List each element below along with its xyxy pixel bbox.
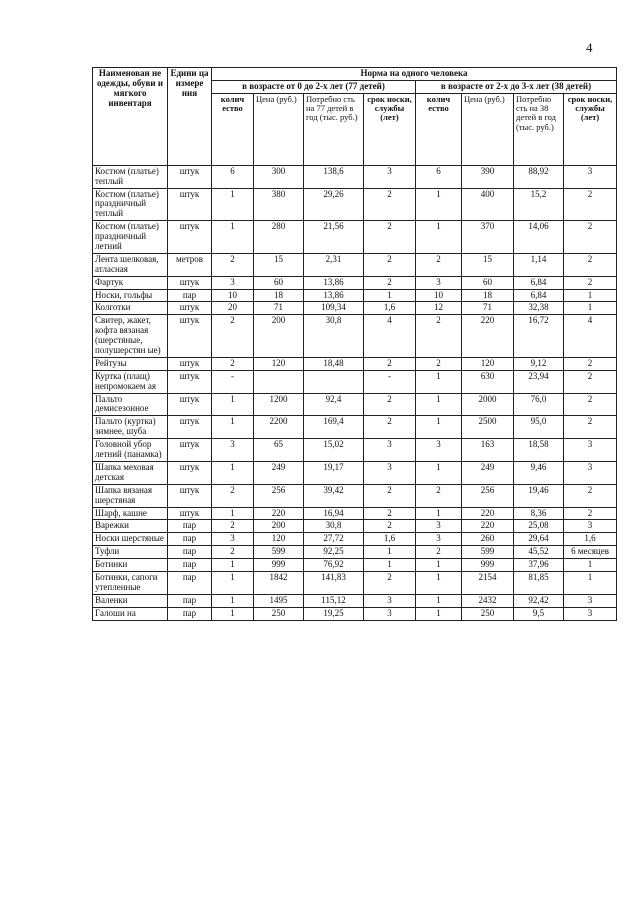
cell-term-2-3: 2: [564, 188, 617, 221]
table-row: [93, 393, 617, 416]
cell-price-0-2: 71: [254, 302, 304, 315]
cell-price-2-3: 163: [462, 439, 514, 462]
cell-unit: штук: [168, 315, 212, 358]
cell-qty-0-2: 2: [212, 546, 254, 559]
cell-unit: штук: [168, 461, 212, 484]
cell-need-0-2: 76,92: [304, 559, 364, 572]
cell-term-2-3: 2: [564, 370, 617, 393]
cell-term-0-2: -: [364, 370, 416, 393]
cell-unit: штук: [168, 370, 212, 393]
cell-qty-0-2: 20: [212, 302, 254, 315]
cell-price-0-2: 200: [254, 520, 304, 533]
cell-term-0-2: 2: [364, 188, 416, 221]
cell-unit: штук: [168, 484, 212, 507]
table-row: [93, 461, 617, 484]
cell-qty-2-3: 1: [416, 393, 462, 416]
cell-price-2-3: 260: [462, 533, 514, 546]
cell-unit: штук: [168, 276, 212, 289]
header-price-2: Цена (руб.): [462, 93, 514, 165]
cell-price-0-2: 60: [254, 276, 304, 289]
cell-need-2-3: 16,72: [514, 315, 564, 358]
cell-need-0-2: 19,25: [304, 607, 364, 620]
cell-term-0-2: 3: [364, 461, 416, 484]
cell-price-0-2: 1842: [254, 571, 304, 594]
cell-term-2-3: 4: [564, 315, 617, 358]
cell-qty-2-3: 1: [416, 416, 462, 439]
cell-need-0-2: 18,48: [304, 357, 364, 370]
cell-price-2-3: 400: [462, 188, 514, 221]
cell-qty-2-3: 1: [416, 507, 462, 520]
cell-unit: штук: [168, 165, 212, 188]
cell-qty-0-2: 2: [212, 253, 254, 276]
cell-item-name: Головной убор летний (панамка): [93, 439, 168, 462]
table-row: [93, 357, 617, 370]
header-group-0-2: в возрасте от 0 до 2-х лет (77 детей): [212, 80, 416, 93]
table-row: [93, 520, 617, 533]
page-number: 4: [586, 40, 593, 55]
cell-need-2-3: 18,58: [514, 439, 564, 462]
cell-qty-0-2: 3: [212, 276, 254, 289]
cell-price-0-2: 599: [254, 546, 304, 559]
cell-item-name: Носки, гольфы: [93, 289, 168, 302]
cell-term-2-3: 2: [564, 357, 617, 370]
cell-item-name: Рейтузы: [93, 357, 168, 370]
cell-item-name: Колготки: [93, 302, 168, 315]
cell-need-2-3: 23,94: [514, 370, 564, 393]
cell-price-0-2: 380: [254, 188, 304, 221]
cell-term-0-2: 3: [364, 165, 416, 188]
cell-need-2-3: 45,52: [514, 546, 564, 559]
cell-term-2-3: 3: [564, 594, 617, 607]
table-row: [93, 165, 617, 188]
table-row: [93, 507, 617, 520]
table-row: [93, 289, 617, 302]
table-row: [93, 315, 617, 358]
cell-term-0-2: 2: [364, 484, 416, 507]
cell-item-name: Лента шелковая, атласная: [93, 253, 168, 276]
cell-term-2-3: 3: [564, 520, 617, 533]
header-term-2: срок носки, службы (лет): [564, 93, 617, 165]
cell-unit: штук: [168, 188, 212, 221]
cell-unit: штук: [168, 393, 212, 416]
cell-item-name: Пальто (куртка) зимнее, шуба: [93, 416, 168, 439]
cell-item-name: Пальто демисезонное: [93, 393, 168, 416]
cell-unit: метров: [168, 253, 212, 276]
cell-qty-0-2: 1: [212, 188, 254, 221]
table-row: [93, 607, 617, 620]
cell-unit: штук: [168, 357, 212, 370]
cell-item-name: Куртка (плащ) непромокаем ая: [93, 370, 168, 393]
cell-term-0-2: 4: [364, 315, 416, 358]
header-item-name: Наименован не одежды, обуви и мягкого инвентаря: [93, 68, 168, 166]
cell-need-0-2: 29,26: [304, 188, 364, 221]
table-row: [93, 571, 617, 594]
cell-need-2-3: 29,64: [514, 533, 564, 546]
cell-qty-0-2: 1: [212, 393, 254, 416]
cell-qty-2-3: 2: [416, 253, 462, 276]
cell-term-2-3: 2: [564, 507, 617, 520]
cell-qty-0-2: 2: [212, 520, 254, 533]
cell-need-0-2: 13,86: [304, 289, 364, 302]
cell-need-2-3: 32,38: [514, 302, 564, 315]
cell-price-0-2: 120: [254, 357, 304, 370]
cell-price-2-3: 71: [462, 302, 514, 315]
cell-need-0-2: 27,72: [304, 533, 364, 546]
table-row: [93, 484, 617, 507]
cell-need-2-3: 19,46: [514, 484, 564, 507]
cell-term-0-2: 2: [364, 393, 416, 416]
cell-qty-2-3: 2: [416, 315, 462, 358]
cell-need-0-2: 92,4: [304, 393, 364, 416]
cell-item-name: Фартук: [93, 276, 168, 289]
cell-need-2-3: 9,46: [514, 461, 564, 484]
cell-need-0-2: 169,4: [304, 416, 364, 439]
cell-price-0-2: 220: [254, 507, 304, 520]
cell-term-0-2: 2: [364, 571, 416, 594]
cell-unit: пар: [168, 594, 212, 607]
cell-term-0-2: 1: [364, 546, 416, 559]
table-row: [93, 276, 617, 289]
cell-term-0-2: 2: [364, 357, 416, 370]
header-price-1: Цена (руб.): [254, 93, 304, 165]
cell-term-2-3: 1,6: [564, 533, 617, 546]
table-row: [93, 302, 617, 315]
cell-price-2-3: 2432: [462, 594, 514, 607]
cell-term-0-2: 1: [364, 289, 416, 302]
cell-need-0-2: 30,8: [304, 520, 364, 533]
header-norm: Норма на одного человека: [212, 68, 617, 81]
cell-item-name: Шапка меховая детская: [93, 461, 168, 484]
cell-price-0-2: 18: [254, 289, 304, 302]
cell-price-2-3: 15: [462, 253, 514, 276]
cell-term-2-3: 2: [564, 416, 617, 439]
cell-unit: штук: [168, 416, 212, 439]
table-row: [93, 559, 617, 572]
cell-price-2-3: 220: [462, 315, 514, 358]
cell-term-2-3: 3: [564, 607, 617, 620]
table-row: [93, 439, 617, 462]
cell-need-0-2: 92,25: [304, 546, 364, 559]
table-row: [93, 546, 617, 559]
cell-need-0-2: [304, 370, 364, 393]
cell-qty-2-3: 1: [416, 559, 462, 572]
cell-price-2-3: 220: [462, 507, 514, 520]
cell-unit: штук: [168, 302, 212, 315]
cell-qty-2-3: 1: [416, 594, 462, 607]
cell-need-2-3: 88,92: [514, 165, 564, 188]
cell-price-2-3: 370: [462, 221, 514, 254]
header-term-1: срок носки, службы (лет): [364, 93, 416, 165]
cell-item-name: Носки шерстяные: [93, 533, 168, 546]
cell-price-2-3: 18: [462, 289, 514, 302]
cell-price-0-2: 120: [254, 533, 304, 546]
cell-item-name: Туфли: [93, 546, 168, 559]
cell-term-2-3: 1: [564, 289, 617, 302]
cell-need-0-2: 115,12: [304, 594, 364, 607]
cell-item-name: Варежки: [93, 520, 168, 533]
cell-qty-0-2: 6: [212, 165, 254, 188]
cell-qty-0-2: 2: [212, 315, 254, 358]
cell-price-0-2: [254, 370, 304, 393]
cell-need-2-3: 15,2: [514, 188, 564, 221]
table-row: [93, 253, 617, 276]
cell-term-0-2: 1,6: [364, 533, 416, 546]
cell-term-0-2: 1,6: [364, 302, 416, 315]
cell-price-2-3: 220: [462, 520, 514, 533]
cell-qty-0-2: 2: [212, 484, 254, 507]
cell-qty-2-3: 10: [416, 289, 462, 302]
table-row: [93, 221, 617, 254]
cell-qty-2-3: 1: [416, 571, 462, 594]
cell-item-name: Свитер, жакет, кофта вязаная (шерстяные, полушерстян ые): [93, 315, 168, 358]
table-header: [93, 68, 617, 166]
cell-term-0-2: 2: [364, 520, 416, 533]
cell-price-0-2: 249: [254, 461, 304, 484]
cell-price-0-2: 200: [254, 315, 304, 358]
cell-need-0-2: 109,34: [304, 302, 364, 315]
cell-unit: пар: [168, 520, 212, 533]
cell-term-0-2: 2: [364, 416, 416, 439]
cell-item-name: Шапка вязаная шерстяная: [93, 484, 168, 507]
cell-need-2-3: 1,14: [514, 253, 564, 276]
cell-qty-2-3: 1: [416, 370, 462, 393]
cell-unit: пар: [168, 607, 212, 620]
cell-need-0-2: 15,02: [304, 439, 364, 462]
cell-unit: пар: [168, 546, 212, 559]
header-qty-2: колич ество: [416, 93, 462, 165]
cell-qty-0-2: 1: [212, 571, 254, 594]
cell-qty-0-2: 1: [212, 607, 254, 620]
cell-term-0-2: 3: [364, 607, 416, 620]
cell-price-0-2: 250: [254, 607, 304, 620]
cell-qty-2-3: 2: [416, 484, 462, 507]
header-need-1: Потребно сть на 77 детей в год (тыс. руб.): [304, 93, 364, 165]
cell-need-2-3: 81,85: [514, 571, 564, 594]
cell-qty-2-3: 3: [416, 439, 462, 462]
clothing-norms-table: [92, 67, 617, 621]
cell-qty-2-3: 1: [416, 461, 462, 484]
cell-term-2-3: 2: [564, 276, 617, 289]
cell-need-0-2: 16,94: [304, 507, 364, 520]
cell-item-name: Валенки: [93, 594, 168, 607]
cell-need-0-2: 19,17: [304, 461, 364, 484]
cell-item-name: Костюм (платье) праздничный теплый: [93, 188, 168, 221]
cell-item-name: Шарф, кашне: [93, 507, 168, 520]
cell-item-name: Ботинки, сапоги утепленные: [93, 571, 168, 594]
cell-price-0-2: 15: [254, 253, 304, 276]
cell-qty-2-3: 1: [416, 607, 462, 620]
cell-price-2-3: 2000: [462, 393, 514, 416]
cell-price-2-3: 256: [462, 484, 514, 507]
cell-qty-2-3: 1: [416, 221, 462, 254]
cell-qty-2-3: 2: [416, 357, 462, 370]
cell-price-2-3: 630: [462, 370, 514, 393]
cell-need-0-2: 30,8: [304, 315, 364, 358]
cell-unit: пар: [168, 289, 212, 302]
cell-qty-2-3: 3: [416, 533, 462, 546]
cell-price-0-2: 1495: [254, 594, 304, 607]
table-body: [93, 165, 617, 620]
table-row: [93, 594, 617, 607]
table-row: [93, 188, 617, 221]
table-row: [93, 370, 617, 393]
cell-term-0-2: 3: [364, 594, 416, 607]
cell-qty-0-2: 2: [212, 357, 254, 370]
table-row: [93, 416, 617, 439]
cell-item-name: Костюм (платье) теплый: [93, 165, 168, 188]
cell-need-0-2: 138,6: [304, 165, 364, 188]
cell-term-2-3: 1: [564, 571, 617, 594]
cell-need-2-3: 76,0: [514, 393, 564, 416]
cell-qty-0-2: 10: [212, 289, 254, 302]
cell-term-2-3: 2: [564, 484, 617, 507]
cell-qty-0-2: -: [212, 370, 254, 393]
cell-price-2-3: 60: [462, 276, 514, 289]
cell-term-2-3: 3: [564, 165, 617, 188]
cell-need-2-3: 9,12: [514, 357, 564, 370]
cell-qty-0-2: 1: [212, 559, 254, 572]
cell-term-2-3: 1: [564, 559, 617, 572]
cell-qty-2-3: 1: [416, 188, 462, 221]
cell-price-0-2: 1200: [254, 393, 304, 416]
cell-price-0-2: 300: [254, 165, 304, 188]
cell-price-2-3: 249: [462, 461, 514, 484]
cell-unit: штук: [168, 439, 212, 462]
cell-price-2-3: 2154: [462, 571, 514, 594]
header-unit: Едини ца измере ния: [168, 68, 212, 166]
cell-need-0-2: 39,42: [304, 484, 364, 507]
cell-unit: пар: [168, 571, 212, 594]
cell-qty-2-3: 12: [416, 302, 462, 315]
cell-term-2-3: 2: [564, 221, 617, 254]
cell-price-2-3: 599: [462, 546, 514, 559]
cell-price-2-3: 120: [462, 357, 514, 370]
cell-qty-2-3: 2: [416, 546, 462, 559]
cell-qty-0-2: 3: [212, 439, 254, 462]
cell-term-2-3: 3: [564, 461, 617, 484]
cell-term-2-3: 2: [564, 253, 617, 276]
cell-item-name: Ботинки: [93, 559, 168, 572]
cell-term-2-3: 6 месяцев: [564, 546, 617, 559]
cell-term-0-2: 1: [364, 559, 416, 572]
cell-need-2-3: 92,42: [514, 594, 564, 607]
cell-price-0-2: 2200: [254, 416, 304, 439]
cell-need-0-2: 13,86: [304, 276, 364, 289]
cell-qty-0-2: 1: [212, 507, 254, 520]
table-row: [93, 533, 617, 546]
cell-term-0-2: 3: [364, 439, 416, 462]
cell-need-2-3: 14,06: [514, 221, 564, 254]
cell-qty-2-3: 3: [416, 276, 462, 289]
cell-need-2-3: 25,08: [514, 520, 564, 533]
cell-price-0-2: 256: [254, 484, 304, 507]
cell-need-2-3: 6,84: [514, 289, 564, 302]
cell-unit: штук: [168, 507, 212, 520]
cell-item-name: Галоши на: [93, 607, 168, 620]
cell-need-0-2: 2,31: [304, 253, 364, 276]
cell-term-0-2: 2: [364, 507, 416, 520]
cell-need-0-2: 21,56: [304, 221, 364, 254]
cell-qty-0-2: 1: [212, 221, 254, 254]
cell-price-2-3: 999: [462, 559, 514, 572]
cell-term-0-2: 2: [364, 276, 416, 289]
cell-need-2-3: 6,84: [514, 276, 564, 289]
cell-need-2-3: 9,5: [514, 607, 564, 620]
cell-qty-2-3: 3: [416, 520, 462, 533]
cell-price-0-2: 999: [254, 559, 304, 572]
cell-qty-0-2: 1: [212, 594, 254, 607]
cell-term-2-3: 3: [564, 439, 617, 462]
cell-unit: пар: [168, 533, 212, 546]
cell-qty-2-3: 6: [416, 165, 462, 188]
header-need-2: Потребно сть на 38 детей в год (тыс. руб.): [514, 93, 564, 165]
cell-price-2-3: 2500: [462, 416, 514, 439]
cell-term-0-2: 2: [364, 253, 416, 276]
cell-qty-0-2: 1: [212, 461, 254, 484]
cell-price-0-2: 280: [254, 221, 304, 254]
header-group-2-3: в возрасте от 2-х до 3-х лет (38 детей): [416, 80, 617, 93]
cell-price-2-3: 250: [462, 607, 514, 620]
cell-unit: пар: [168, 559, 212, 572]
cell-need-2-3: 37,96: [514, 559, 564, 572]
cell-price-0-2: 65: [254, 439, 304, 462]
cell-item-name: Костюм (платье) праздничный летний: [93, 221, 168, 254]
header-qty-1: колич ество: [212, 93, 254, 165]
cell-price-2-3: 390: [462, 165, 514, 188]
cell-need-0-2: 141,83: [304, 571, 364, 594]
cell-unit: штук: [168, 221, 212, 254]
cell-need-2-3: 8,36: [514, 507, 564, 520]
cell-term-2-3: 2: [564, 393, 617, 416]
cell-qty-0-2: 3: [212, 533, 254, 546]
cell-term-0-2: 2: [364, 221, 416, 254]
cell-qty-0-2: 1: [212, 416, 254, 439]
cell-term-2-3: 1: [564, 302, 617, 315]
cell-need-2-3: 95,0: [514, 416, 564, 439]
